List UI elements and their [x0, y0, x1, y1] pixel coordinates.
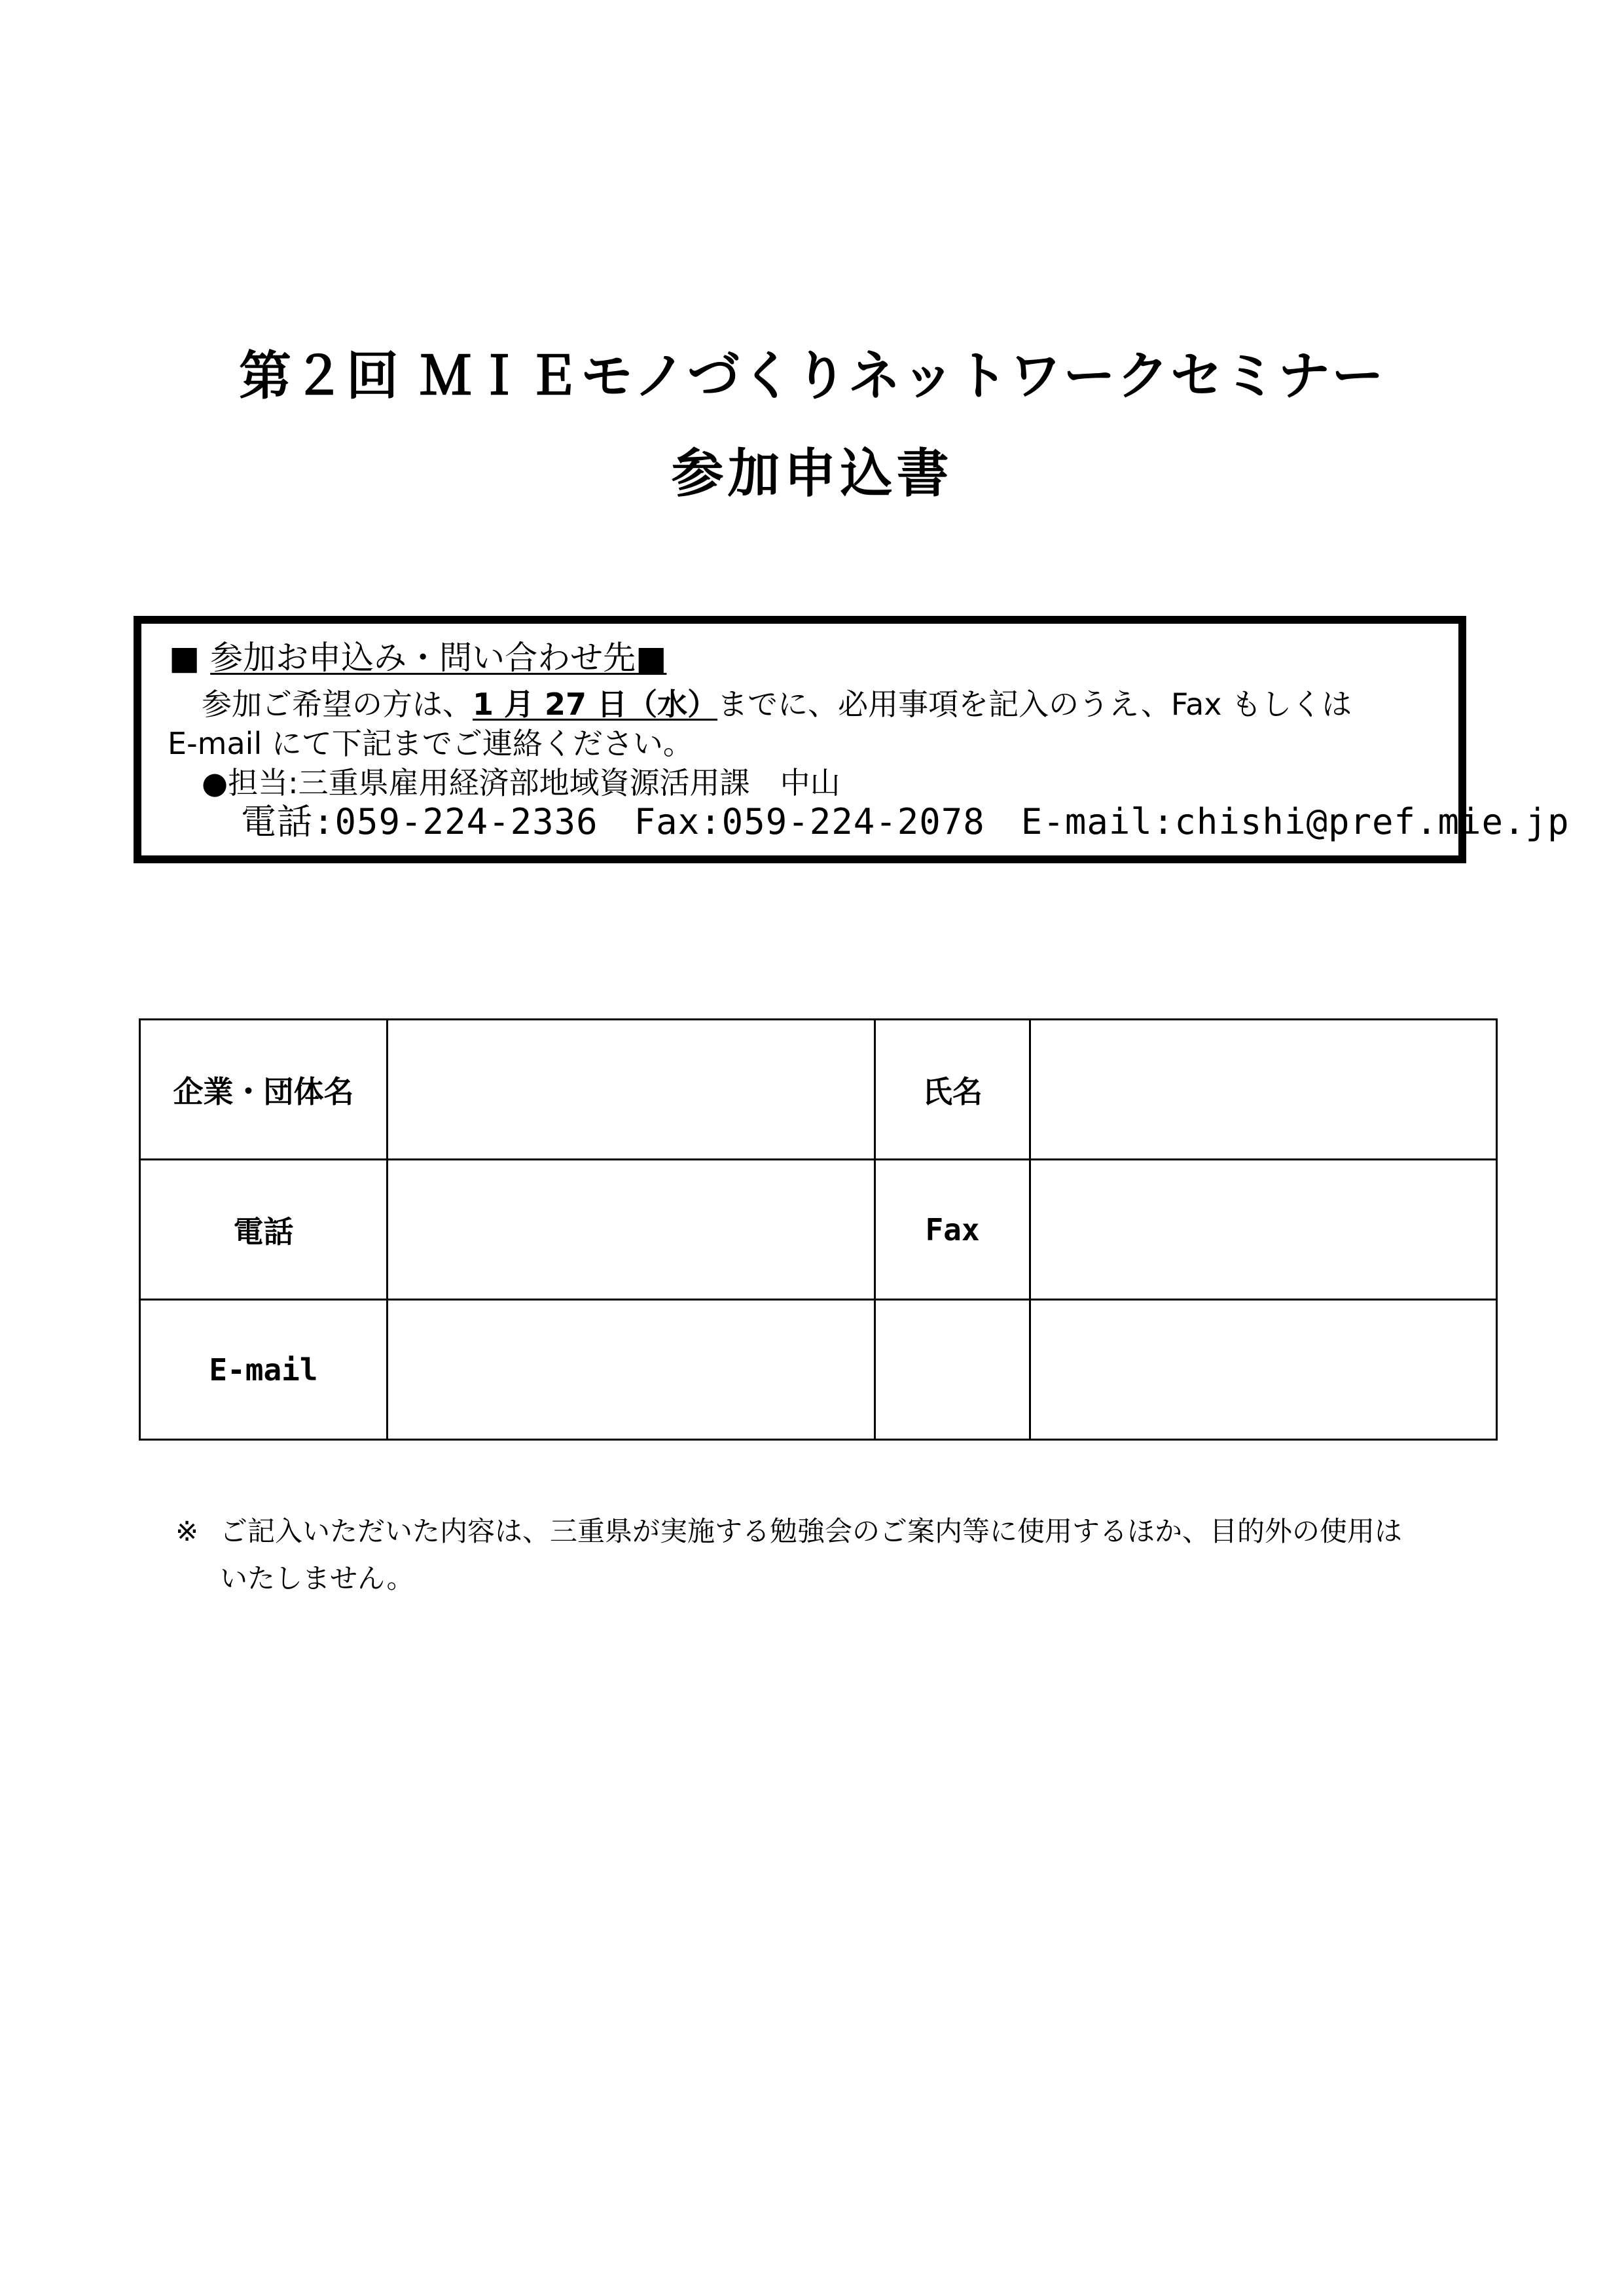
heading-suffix: ■ — [636, 639, 667, 677]
heading-prefix: ■ — [169, 639, 211, 677]
instructions-line-2: E-mail にて下記までご連絡ください。 — [168, 726, 693, 761]
email-field[interactable] — [388, 1300, 875, 1440]
contact-numbers: 電話:059-224-2336 Fax:059-224-2078 E-mail:chishi@pref.mie.jp — [241, 801, 1570, 842]
page-title: 第２回 ＭＩＥモノづくりネットワークセミナー — [238, 346, 1386, 406]
phone-field[interactable] — [388, 1160, 875, 1300]
person-name-field[interactable] — [1030, 1020, 1497, 1160]
contact-info-box — [134, 616, 1570, 863]
note-line-1: ご記入いただいた内容は、三重県が実施する勉強会のご案内等に使用するほか、目的外の使用は — [220, 1515, 1403, 1547]
note-line-2: いたしません。 — [220, 1562, 414, 1594]
contact-person: ●担当:三重県雇用経済部地域資源活用課 中山 — [202, 765, 840, 800]
table-row — [140, 1300, 1497, 1440]
phone-label: 電話 — [140, 1160, 388, 1300]
fax-label: Fax — [875, 1160, 1030, 1300]
deadline-date: 1 月 27 日（水） — [473, 687, 718, 722]
instructions-pre: 参加ご希望の方は、 — [202, 687, 473, 722]
table-row — [140, 1020, 1497, 1160]
table-row — [140, 1160, 1497, 1300]
empty-field-cell[interactable] — [1030, 1300, 1497, 1440]
company-name-field[interactable] — [388, 1020, 875, 1160]
person-name-label: 氏名 — [875, 1020, 1030, 1160]
instructions-post: までに、必用事項を記入のうえ、Fax もしくは — [717, 687, 1352, 722]
company-name-label: 企業・団体名 — [140, 1020, 388, 1160]
contact-heading — [169, 638, 666, 677]
instructions-line-1 — [202, 685, 1352, 723]
application-form-table — [139, 1018, 1498, 1441]
email-label: E-mail — [140, 1300, 388, 1440]
heading-text: 参加お申込み・問い合わせ先 — [210, 639, 636, 677]
page-subtitle: 参加申込書 — [671, 443, 953, 504]
empty-label-cell — [875, 1300, 1030, 1440]
fax-field[interactable] — [1030, 1160, 1497, 1300]
note-mark: ※ — [175, 1515, 199, 1547]
